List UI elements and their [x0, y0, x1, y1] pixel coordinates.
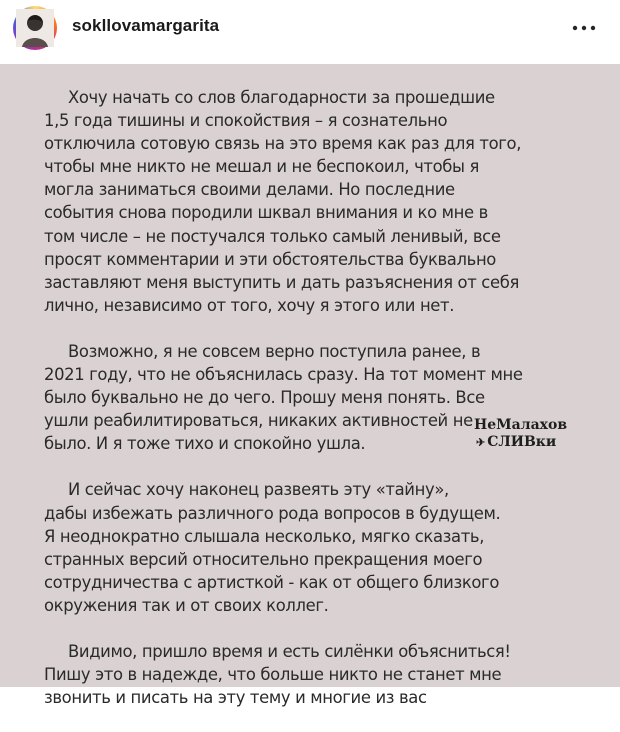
paragraph-3: И сейчас хочу наконец развеять эту «тайну», дабы избежать различного рода вопросов в будущем. Я неоднократно слышала несколько, мягко сказать, странных версий относительно прекращения моего сотрудничества с артисткой - как от общего близкого окружения так и от своих коллег. — [44, 480, 501, 615]
post-image — [0, 64, 620, 708]
post-text — [44, 86, 596, 732]
avatar[interactable] — [16, 9, 54, 47]
post-header — [0, 0, 620, 58]
watermark-line-1: НеМалахов — [474, 417, 568, 433]
paragraph-2: Возможно, я не совсем верно поступила ранее, в 2021 году, что не объяснилась сразу. На тот момент мне было буквально не до чего. Прошу меня понять. Все ушли реабилитироваться, никаких активностей не было. И я тоже тихо и спокойно ушла. — [44, 341, 523, 454]
paragraph-4: Видимо, пришло время и есть силёнки объясниться! Пишу это в надежде, что больше никто не станет мне звонить и писать на эту тему и многие из вас — [44, 641, 511, 708]
watermark — [466, 417, 576, 451]
telegram-icon: ✈ — [476, 436, 486, 449]
username[interactable]: sokllovamargarita — [72, 16, 220, 35]
more-horizontal-icon[interactable] — [570, 20, 600, 36]
watermark-line-2: СЛИВки — [487, 434, 557, 450]
paragraph-1: Хочу начать со слов благодарности за прошедшие 1,5 года тишины и спокойствия – я сознательно отключила сотовую связь на это время как раз для того, чтобы мне никто не мешал и не беспокоил, чтобы я могла заниматься своими делами. Но последние события снова породили шквал внимания и ко мне в том числе – не постучался только самый ленивый, все просят комментарии и эти обстоятельства буквально заставляют меня выступить и дать разъяснения от себя лично, независимо от того, хочу я этого или нет. — [44, 88, 522, 315]
avatar-story-ring[interactable] — [13, 6, 57, 50]
avatar-image — [16, 9, 54, 47]
